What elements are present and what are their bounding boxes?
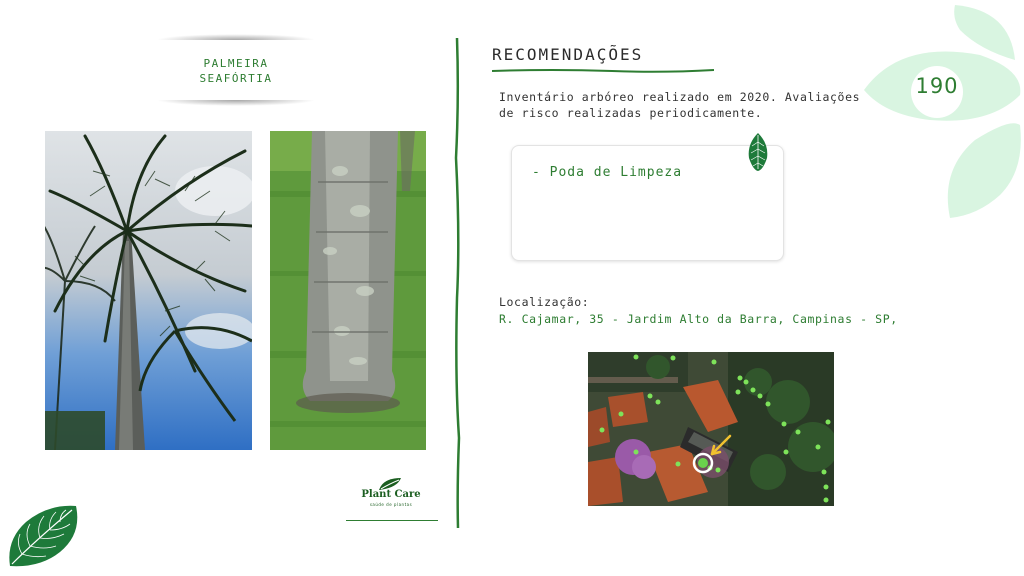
recommendation-item: - Poda de Limpeza (532, 165, 683, 180)
leaf-icon (747, 132, 769, 172)
inventory-line1: Inventário arbóreo realizado em 2020. Avaliações (499, 90, 861, 104)
logo-tagline: saúde de plantas (369, 502, 413, 507)
species-title-line2: SEAFÓRTIA (199, 72, 273, 85)
logo-name: Plant Care (361, 489, 421, 500)
leaf-decoration (860, 0, 1024, 230)
satellite-map (588, 352, 834, 506)
title-card (150, 34, 322, 106)
recommendations-title: RECOMENDAÇÕES (492, 45, 644, 64)
inventory-text (499, 89, 869, 121)
palm-tree-photo (45, 131, 252, 450)
inventory-line2: de risco realizadas periodicamente. (499, 106, 763, 120)
species-title-line1: PALMEIRA (203, 57, 269, 70)
plant-care-logo (352, 473, 430, 513)
location-address: R. Cajamar, 35 - Jardim Alto da Barra, Campinas - SP, (499, 312, 898, 326)
palm-trunk-photo (270, 131, 426, 450)
leaf-icon (6, 500, 82, 572)
vertical-divider (452, 38, 464, 528)
title-underline (492, 68, 714, 74)
logo-rule (346, 520, 438, 521)
page-number: 190 (915, 74, 959, 98)
species-title (150, 56, 322, 86)
recommendation-box (511, 145, 784, 261)
location-label: Localização: (499, 295, 590, 309)
